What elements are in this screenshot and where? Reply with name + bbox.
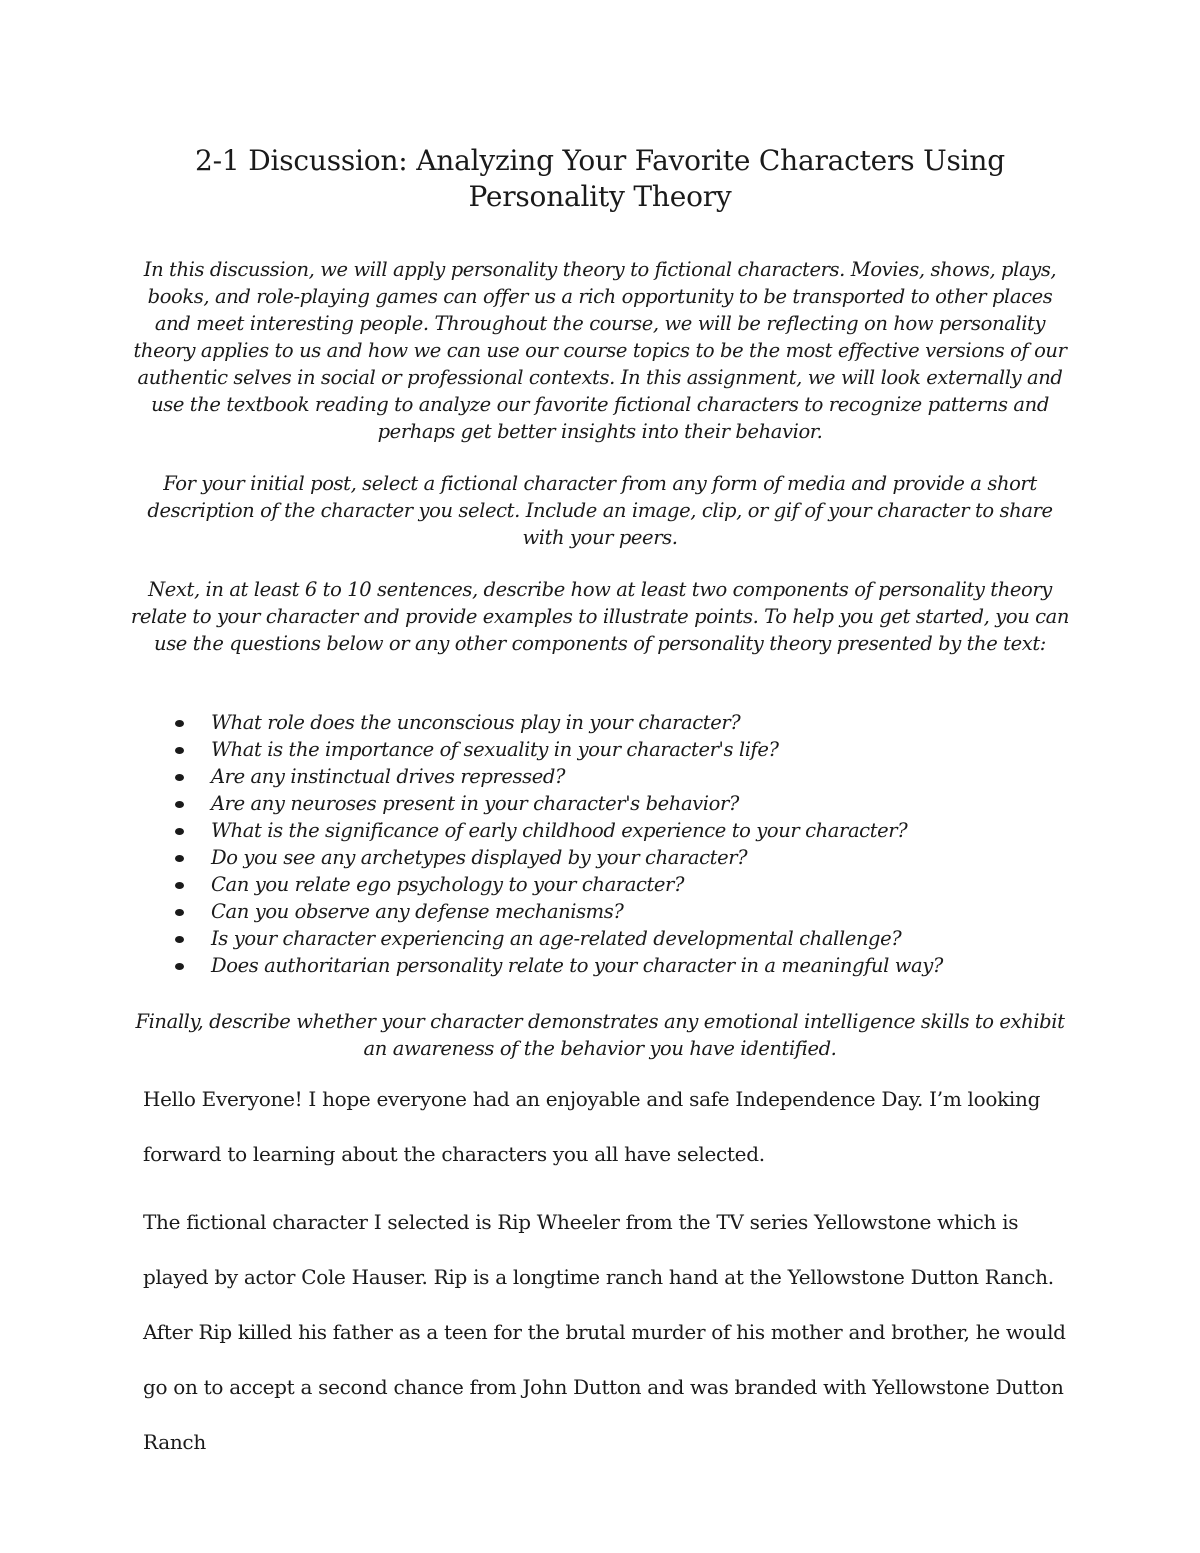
bullet-icon [175, 909, 184, 916]
response-character-paragraph: The fictional character I selected is Rip Wheeler from the TV series Yellowstone which is played by actor Cole Hauser. Rip is a longtime ranch hand at the Yellowstone Dutton Ranch. After Rip killed his father as a teen for the brutal murder of his mother and brother, he would go on to accept a second chance from John Dutton and was branded with Yellowstone Dutton Ranch [143, 1210, 1066, 1454]
question-text: Can you relate ego psychology to your character? [211, 873, 685, 896]
page-title: 2-1 Discussion: Analyzing Your Favorite Characters Using Personality Theory [195, 144, 1005, 213]
bullet-icon [175, 855, 184, 862]
bullet-icon [175, 828, 184, 835]
list-item [175, 952, 1075, 979]
prompt-finally-paragraph: Finally, describe whether your character demonstrates any emotional intelligence skills to exhibit an awareness of the behavior you have identified. [135, 1010, 1065, 1060]
question-list [175, 709, 1075, 979]
question-text: Is your character experiencing an age-related developmental challenge? [211, 927, 902, 950]
list-item [175, 763, 1075, 790]
response-greeting-paragraph: Hello Everyone! I hope everyone had an enjoyable and safe Independence Day. I’m looking forward to learning about the characters you all have selected. [143, 1087, 1041, 1166]
bullet-icon [175, 747, 184, 754]
bullet-icon [175, 801, 184, 808]
question-text: Are any neuroses present in your character's behavior? [211, 792, 739, 815]
question-text: What role does the unconscious play in your character? [211, 711, 741, 734]
list-item [175, 925, 1075, 952]
question-text: Can you observe any defense mechanisms? [211, 900, 624, 923]
bullet-icon [175, 720, 184, 727]
list-item [175, 844, 1075, 871]
list-item [175, 790, 1075, 817]
bullet-icon [175, 963, 184, 970]
bullet-icon [175, 882, 184, 889]
list-item [175, 736, 1075, 763]
question-text: What is the importance of sexuality in your character's life? [211, 738, 779, 761]
list-item [175, 817, 1075, 844]
prompt-initial-post-paragraph: For your initial post, select a fictional character from any form of media and provide a short description of the character you select. Include an image, clip, or gif of your character to share with your peers. [147, 472, 1053, 549]
bullet-icon [175, 774, 184, 781]
question-text: Are any instinctual drives repressed? [211, 765, 566, 788]
prompt-intro-paragraph: In this discussion, we will apply personality theory to fictional characters. Movies, shows, plays, books, and role-playing games can offer us a rich opportunity to be transported to other places and meet interesting people. Throughout the course, we will be reflecting on how personality theory applies to us and how we can use our course topics to be the most effective versions of our authentic selves in social or professional contexts. In this assignment, we will look externally and use the textbook reading to analyze our favorite fictional characters to recognize patterns and perhaps get better insights into their behavior. [133, 258, 1067, 443]
list-item [175, 898, 1075, 925]
list-item [175, 871, 1075, 898]
list-item [175, 709, 1075, 736]
question-text: Does authoritarian personality relate to your character in a meaningful way? [211, 954, 943, 977]
bullet-icon [175, 936, 184, 943]
question-text: Do you see any archetypes displayed by your character? [211, 846, 748, 869]
prompt-next-paragraph: Next, in at least 6 to 10 sentences, describe how at least two components of personality theory relate to your character and provide examples to illustrate points. To help you get started, you can use the questions below or any other components of personality theory presented by the text: [130, 578, 1070, 655]
question-text: What is the significance of early childhood experience to your character? [211, 819, 908, 842]
